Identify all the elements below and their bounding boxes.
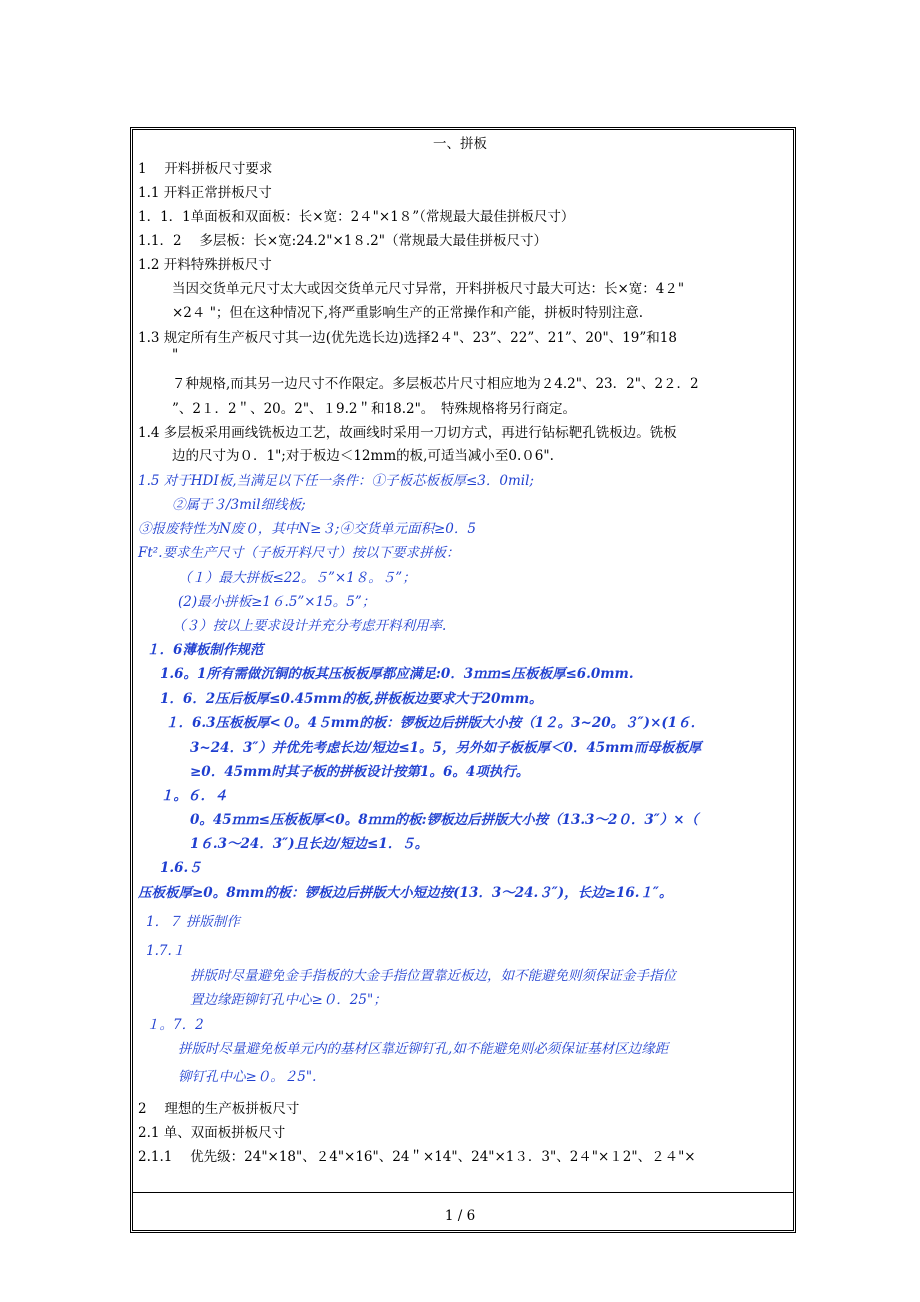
text-line: ”、2１．2＂、20。2"、１9.2＂和18.2"。 特殊规格将另行商定。	[172, 401, 577, 417]
text-line: 边的尺寸为０．1";对于板边＜12mm的板,可适当减小至0.０6".	[172, 448, 554, 464]
text-line: 1 开料拼板尺寸要求	[138, 161, 273, 177]
text-line: 1.5 对于HDI板,当满足以下任一条件：①子板芯板板厚≤3．0mil;	[138, 473, 534, 489]
text-line: 1．1．1单面板和双面板：长×宽：2４"×1８”（常规最大最佳拼板尺寸）	[138, 209, 575, 225]
text-line: Ft².要求生产尺寸（子板开料尺寸）按以下要求拼板：	[138, 545, 460, 561]
text-line: 2 理想的生产板拼板尺寸	[138, 1101, 300, 1117]
text-line: 2.1 单、双面板拼板尺寸	[138, 1125, 286, 1141]
text-line: （１）最大拼板≤22。５”×1８。５”；	[178, 570, 416, 586]
text-line: １．6.3压板板厚<０。4５mm的板：锣板边后拼版大小按（1２。3~20。３″)×(1６．	[165, 715, 705, 731]
text-line: 拼版时尽量避免金手指板的大金手指位置靠近板边，如不能避免则须保证金手指位	[190, 968, 676, 984]
text-line: 3~24．3″）并优先考虑长边/短边≤1。5，另外如子板板厚＜0．45mm而母板板厚	[190, 740, 702, 756]
text-line: 拼版时尽量避免板单元内的基材区靠近铆钉孔,如不能避免则必须保证基材区边缘距	[178, 1041, 669, 1057]
text-line: 置边缘距铆钉孔中心≥０．25"；	[190, 992, 387, 1008]
text-line: １。7．2	[146, 1017, 204, 1033]
text-line: 2.1.1 优先级：24"×18"、２4"×16"、24＂×14"、24"×1３．3"、2４"×１2"、２４"×	[138, 1149, 696, 1165]
text-line: １。６．４	[160, 788, 228, 804]
text-line: 1.6。1所有需做沉铜的板其压板板厚都应满足:0．3ｍｍ≤压板板厚≤6.0mm.	[160, 666, 634, 682]
text-line: 1６.3～24．3″)且长边/短边≤1．５。	[190, 836, 429, 852]
text-line: 0。45ｍｍ≤压板板厚<0。8ｍｍ的板:锣板边后拼版大小按（13.3～2０．3″）×（	[190, 812, 699, 828]
page-number: 1 / 6	[444, 1208, 476, 1224]
text-line: ②属于３/3mil细线板;	[172, 497, 306, 513]
text-line: 1．７ 拼版制作	[146, 914, 240, 930]
text-line: (2)最小拼板≥1６.5”×15。5”；	[178, 594, 376, 610]
section-title: 一、拼板	[433, 136, 487, 152]
text-line: 铆钉孔中心≥０。２5".	[178, 1069, 317, 1085]
text-line: ③报废特性为N废０，其中N≥３;④交货单元面积≥0．5	[138, 521, 476, 537]
text-line: ≥0．45mm时其子板的拼板设计按第1。6。4项执行。	[190, 764, 530, 780]
text-line: １．6薄板制作规范	[146, 642, 264, 658]
text-line: 1.1 开料正常拼板尺寸	[138, 185, 272, 201]
text-line: （３）按以上要求设计并充分考虑开料利用率.	[172, 618, 447, 634]
text-line: "	[172, 347, 179, 363]
text-line: 1.4 多层板采用画线铣板边工艺，故画线时采用一刀切方式，再进行钻标靶孔铣板边。铣板	[138, 425, 677, 441]
text-line: 压板板厚≥0。8mm的板：锣板边后拼版大小短边按(13．3～24.３″)，长边≥16.１″。	[138, 885, 673, 901]
text-line: 1.6.５	[160, 860, 202, 876]
text-line: ７种规格,而其另一边尺寸不作限定。多层板芯片尺寸相应地为２4.2"、23．2"、2２．2	[172, 376, 699, 392]
text-line: 1.3 规定所有生产板尺寸其一边(优先选长边)选择2４"、23”、22”、21”、20"、19”和18	[138, 330, 677, 346]
text-line: ×2４ "；但在这种情况下,将严重影响生产的正常操作和产能，拼板时特别注意.	[172, 305, 643, 321]
text-line: 1.1．2 多层板：长×宽:24.2"×1８.2"（常规最大最佳拼板尺寸）	[138, 233, 547, 249]
text-line: 1.7.１	[146, 943, 186, 959]
text-line: 当因交货单元尺寸太大或因交货单元尺寸异常，开料拼板尺寸最大可达：长×宽：4２"	[172, 281, 685, 297]
text-line: 1.2 开料特殊拼板尺寸	[138, 257, 272, 273]
text-line: 1．6．2压后板厚≤0.45mm的板,拼板板边要求大于20mm。	[160, 691, 543, 707]
